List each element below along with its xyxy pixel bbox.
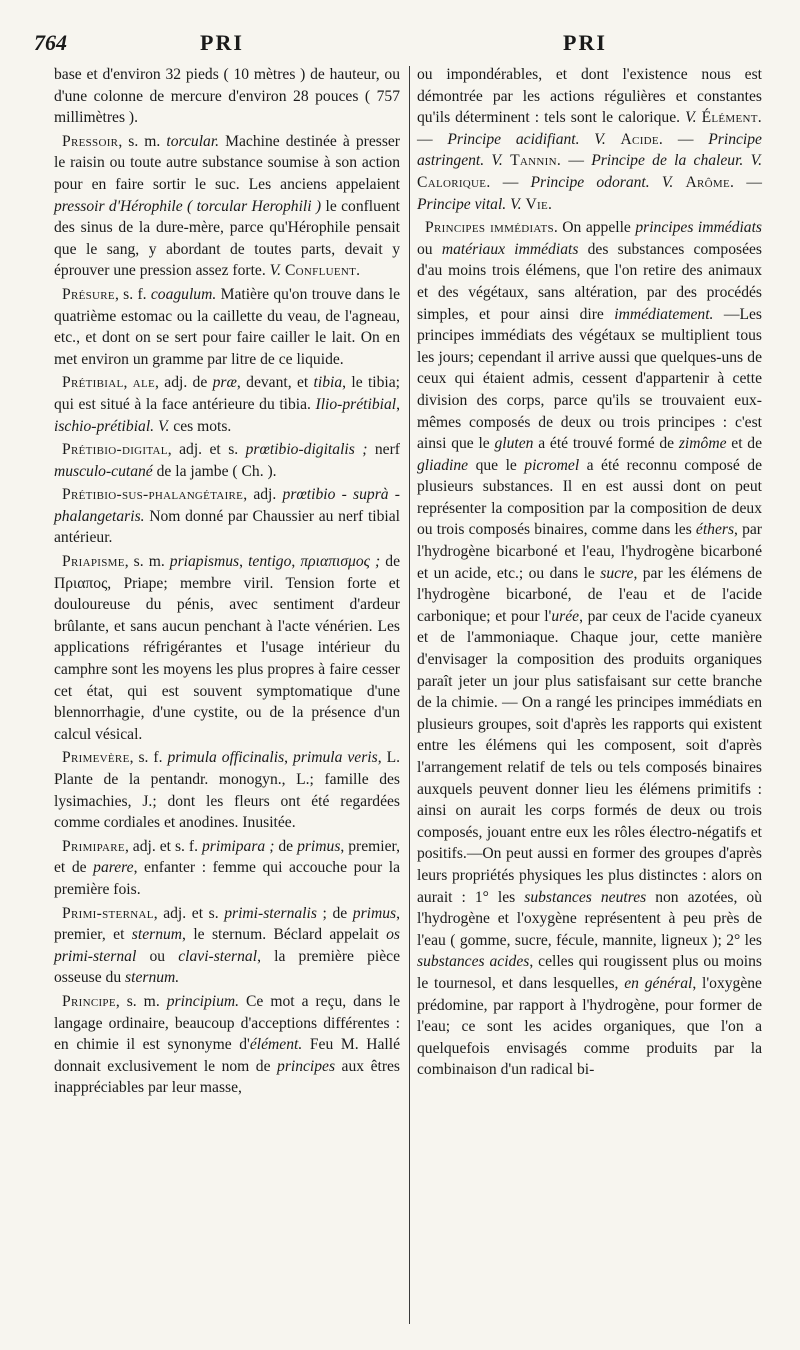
italic-term: V. — [269, 262, 282, 280]
italic-term: Principe de la chaleur. V. — [591, 152, 763, 170]
entry-text: , l'oxygène prédomine, par rapport à l'hydrogène, pour former de l'eau; ce sont les acides organiques, que l'on a quelquefois envisagés comme produits par la combinaison d'un radical bi- — [417, 974, 762, 1079]
cross-reference: ale — [132, 374, 156, 392]
entry-text: — — [417, 130, 448, 148]
entry-text: — — [490, 173, 531, 191]
cross-reference: Élément. — [701, 109, 762, 127]
dictionary-entry — [54, 484, 400, 549]
entry-text: , s. m. — [118, 132, 167, 150]
cross-reference: Tannin. — [510, 152, 562, 170]
entry-headword: Prétibio-sus-phalangétaire — [62, 486, 244, 504]
italic-term: primi-sternalis — [224, 904, 317, 922]
left-entries — [54, 131, 400, 1099]
entry-headword: Principes immédiats — [425, 219, 554, 237]
entry-text: — — [561, 152, 592, 170]
italic-term: priapismus — [169, 553, 240, 571]
italic-term: Principe odorant. V. — [530, 173, 674, 191]
italic-term: Principe astringent. V. — [417, 130, 762, 170]
italic-term: pressoir d'Hérophile ( torcular Herophili ) — [54, 197, 322, 215]
italic-term: primipara ; — [201, 837, 275, 855]
italic-term: éthers — [695, 521, 735, 539]
entry-text: , premier, et de — [54, 837, 401, 877]
dictionary-entry — [54, 551, 400, 745]
entry-text: , — [291, 553, 301, 571]
cross-reference: Confluent. — [284, 262, 361, 280]
italic-term: élément. — [249, 1036, 303, 1054]
entry-text: Feu M. Hallé donnait exclusivement le nom de — [54, 1036, 400, 1075]
entry-text: , — [123, 374, 133, 392]
entry-text: — — [663, 130, 709, 148]
entry-headword: Principe — [62, 992, 116, 1010]
entry-text: ou — [417, 240, 442, 258]
italic-term: picromel — [524, 456, 580, 474]
right-continuation-text — [417, 64, 762, 215]
italic-term: clavi-sternal — [178, 947, 258, 965]
entry-text: ou impondérables, et dont l'existence nous est démontrée par les actions régulières et constantes qu'ils déterminent : tels sont le calorique. — [417, 66, 762, 127]
dictionary-entry — [54, 836, 400, 901]
entry-text: et de — [726, 435, 762, 453]
entry-text: , par l'hydrogène bicarboné et l'eau, l'hydrogène bicarboné et un acide, etc.; ou dans le — [417, 521, 762, 582]
entry-headword: Prétibial — [62, 374, 124, 392]
italic-term: præ — [212, 374, 237, 392]
entry-text: , par ceux de l'acide cyaneux et de l'ammoniaque. Chaque jour, cette manière d'envisager la composition des produits organiques paraît jeter un jour plus satisfaisant sur cette branche de la chimie. — On a rangé les principes immédiats en plusieurs groupes, soit d'après les rapports qui existent entre les élémens qui les composent, soit d'après l'arrangement relatif de tels ou tels composés binaires auxquels peuvent donner lieu les élémens primitifs : ainsi on aurait les corps formés de deux ou trois composés, jouant entre eux les rôles électro-négatifs et positifs.—On peut aussi en former des groupes d'après leurs propriétés physiques les plus distinctes : alors on aurait : 1° les — [417, 607, 763, 906]
entry-text: ; de — [316, 904, 353, 922]
dictionary-entry — [54, 991, 400, 1099]
italic-term: prœtibio-digitalis ; — [245, 441, 368, 459]
running-head-right: PRI — [563, 30, 607, 55]
entry-text — [673, 174, 685, 191]
entry-text: aux êtres inappréciables par leur masse, — [54, 1057, 401, 1097]
entry-text: , adj. et s. — [153, 904, 225, 922]
entry-text: non azotées, où l'hydrogène et l'oxygène représentent à peu près de l'eau ( gomme, sucre, fécule, mannite, ligneux ); 2° les — [417, 888, 763, 949]
italic-term: coagulum. — [150, 285, 217, 303]
entry-text: , adj. et s. — [167, 441, 246, 459]
right-entries — [417, 217, 762, 1081]
italic-term: os primi-sternal — [54, 926, 400, 965]
italic-term: principes — [277, 1057, 336, 1075]
entry-text: , adj. de — [155, 374, 213, 392]
entry-headword: Primi-sternal — [62, 904, 154, 922]
entry-text: ou — [136, 947, 179, 965]
dictionary-entry — [54, 439, 400, 482]
entry-text: , L. Plante de la pentandr. monogyn., L.; famille des lysimachies, J.; dont les fleurs ont été regardées comme cordiales et anodines. Inusitée. — [54, 749, 400, 832]
dictionary-entry — [54, 903, 400, 989]
entry-text: , — [284, 749, 294, 767]
italic-term: primula officinalis — [167, 749, 285, 767]
entry-text: Nom donné par Chaussier au nerf tibial antérieur. — [54, 507, 400, 547]
entry-text: de — [274, 837, 298, 855]
entry-text: ces mots. — [169, 417, 232, 435]
entry-headword: Pressoir — [62, 132, 119, 150]
italic-term: tentigo — [248, 553, 292, 571]
entry-text — [606, 131, 621, 148]
left-continuation-text: base et d'environ 32 pieds ( 10 mètres ) de hauteur, ou d'une colonne de mercure d'environ 28 pouces ( 757 millimètres ). — [54, 66, 400, 127]
entry-text: , s. f. — [114, 285, 151, 303]
italic-term: tibia — [313, 374, 343, 392]
dictionary-entry — [417, 217, 762, 1081]
italic-term: gliadine — [417, 456, 469, 474]
entry-text — [503, 152, 510, 169]
entry-text: , s. m. — [115, 992, 167, 1010]
entry-text: , celles qui rougissent plus ou moins le tournesol, et dans lesquelles, — [417, 953, 762, 992]
entry-text: . On appelle — [553, 219, 636, 237]
entry-text: de la jambe ( Ch. ). — [152, 462, 277, 480]
italic-term: zimôme — [678, 435, 727, 453]
italic-term: musculo-cutané — [54, 462, 153, 480]
entry-text: le confluent des sinus de la dure-mère, parce qu'Hérophile pensait que le sang, y abordant de toutes parts, devait y éprouver une pression assez forte. — [54, 197, 400, 280]
entry-headword: Priapisme — [62, 553, 125, 571]
entry-text: des substances composées d'au moins trois élémens, que l'on retire des animaux et des végétaux, sans altération, par des procédés simples, et pour ainsi dire — [417, 240, 762, 323]
entry-text: , par les élémens de l'hydrogène bicarboné, de l'eau et de l'acide carbonique; et pour l' — [417, 564, 762, 625]
entry-text: , devant, et — [236, 374, 314, 392]
running-head-left: PRI — [200, 30, 244, 55]
entry-text: , s. f. — [129, 749, 168, 767]
entry-text: , — [239, 553, 249, 571]
entry-text: de Πριαπος, Priape; membre viril. Tension forte et douloureuse du pénis, avec sentiment d'ardeur brûlante, et sans aucun penchant à l'acte vénérien. Les applications réfrigérantes et l'usage intérieur du camphre sont les moyens les plus propres à faire cesser cet état, qui est souvent symptomatique d'une blennorrhagie, d'une cystite, ou de la présence d'un calcul vésical. — [54, 553, 401, 743]
entry-text: a été reconnu composé de plusieurs substances. Il en est aussi dont on peut représenter la composition par la composition de deux ou trois composés binaires, comme dans les — [417, 456, 762, 539]
entry-text: , adj. — [243, 486, 283, 504]
italic-term: principium. — [166, 992, 240, 1010]
italic-term: en général — [624, 974, 693, 992]
entry-text: , le sternum. Béclard appelait — [182, 926, 387, 944]
italic-term: ischio-prétibial. V. — [54, 417, 170, 435]
entry-headword: Présure — [62, 285, 115, 303]
italic-term: Principe vital. V. — [417, 195, 522, 213]
italic-term: torcular. — [166, 132, 220, 150]
italic-term: substances neutres — [524, 888, 647, 906]
italic-term: primus — [297, 837, 341, 855]
italic-term: V. — [685, 109, 697, 127]
dictionary-entry — [54, 131, 400, 282]
entry-text: — — [734, 173, 762, 191]
italic-term: primus — [352, 904, 397, 922]
entry-text: Matière qu'on trouve dans le quatrième estomac ou la caillette du veau, de l'agneau, etc., et dont on se sert pour faire cailler le lait. On en met environ un gramme par litre de ce liquide. — [54, 285, 400, 368]
italic-term: gluten — [494, 435, 534, 453]
italic-term: prœtibio - suprà - phalangetaris. — [54, 486, 401, 525]
italic-term: matériaux immédiats — [441, 240, 579, 258]
italic-term: parere — [93, 859, 134, 877]
entry-text: , premier, et — [54, 904, 400, 944]
cross-reference: Calorique. — [417, 173, 491, 191]
entry-text: , le tibia; qui est situé à la face antérieure du tibia. — [54, 374, 401, 413]
cross-reference: Vie. — [525, 195, 553, 213]
italic-term: primula veris — [293, 749, 378, 767]
italic-term: substances acides — [417, 953, 530, 971]
entry-headword: Primevère — [62, 749, 130, 767]
entry-headword: Primipare — [62, 837, 125, 855]
entry-text: , s. m. — [124, 553, 170, 571]
italic-term: sucre — [600, 564, 634, 582]
dictionary-entry — [54, 747, 400, 833]
entry-text: Ce mot a reçu, dans le langage ordinaire, beaucoup d'acceptions différentes : en chimie il est synonyme d' — [54, 992, 400, 1054]
entry-text: que le — [468, 456, 525, 474]
italic-term: πριαπισμος ; — [300, 553, 381, 571]
italic-term: sternum. — [125, 969, 180, 987]
italic-term: Ilio-prétibial — [315, 395, 397, 413]
entry-text: nerf — [367, 441, 400, 459]
entry-text: Machine destinée à presser le raisin ou toute autre substance soumise à son action pour en faire sortir le suc. Les anciens appelaient — [54, 132, 400, 193]
dictionary-entry — [54, 372, 400, 437]
entry-headword: Prétibio-digital — [62, 441, 168, 459]
entry-text: a été trouvé formé de — [533, 435, 679, 453]
italic-term: sternum — [131, 926, 183, 944]
dictionary-entry — [54, 284, 400, 370]
italic-term: principes immédiats — [635, 219, 762, 237]
entry-text: , enfanter : femme qui accouche pour la première fois. — [54, 859, 400, 898]
italic-term: Principe acidifiant. V. — [447, 130, 606, 148]
cross-reference: Arôme. — [685, 173, 735, 191]
page-number: 764 — [34, 30, 67, 55]
entry-text: , adj. et s. f. — [124, 837, 202, 855]
left-column — [54, 64, 400, 1101]
column-divider — [409, 66, 410, 1324]
entry-text: —Les principes immédiats des végétaux se multiplient tous les jours; cependant il arrive aussi que quelques-uns de ceux qui étaient admis, cessent d'appartenir à cette division des corps, parce qu'ils se trouvaient eux-mêmes composés de deux ou trois principes : c'est ainsi que le — [417, 305, 762, 453]
entry-text: , la première pièce osseuse du — [54, 947, 400, 987]
italic-term: urée — [551, 607, 580, 625]
entry-text: , — [396, 395, 400, 413]
right-column — [417, 64, 762, 1083]
italic-term: immédiatement. — [614, 305, 714, 323]
cross-reference: Acide. — [620, 130, 664, 148]
